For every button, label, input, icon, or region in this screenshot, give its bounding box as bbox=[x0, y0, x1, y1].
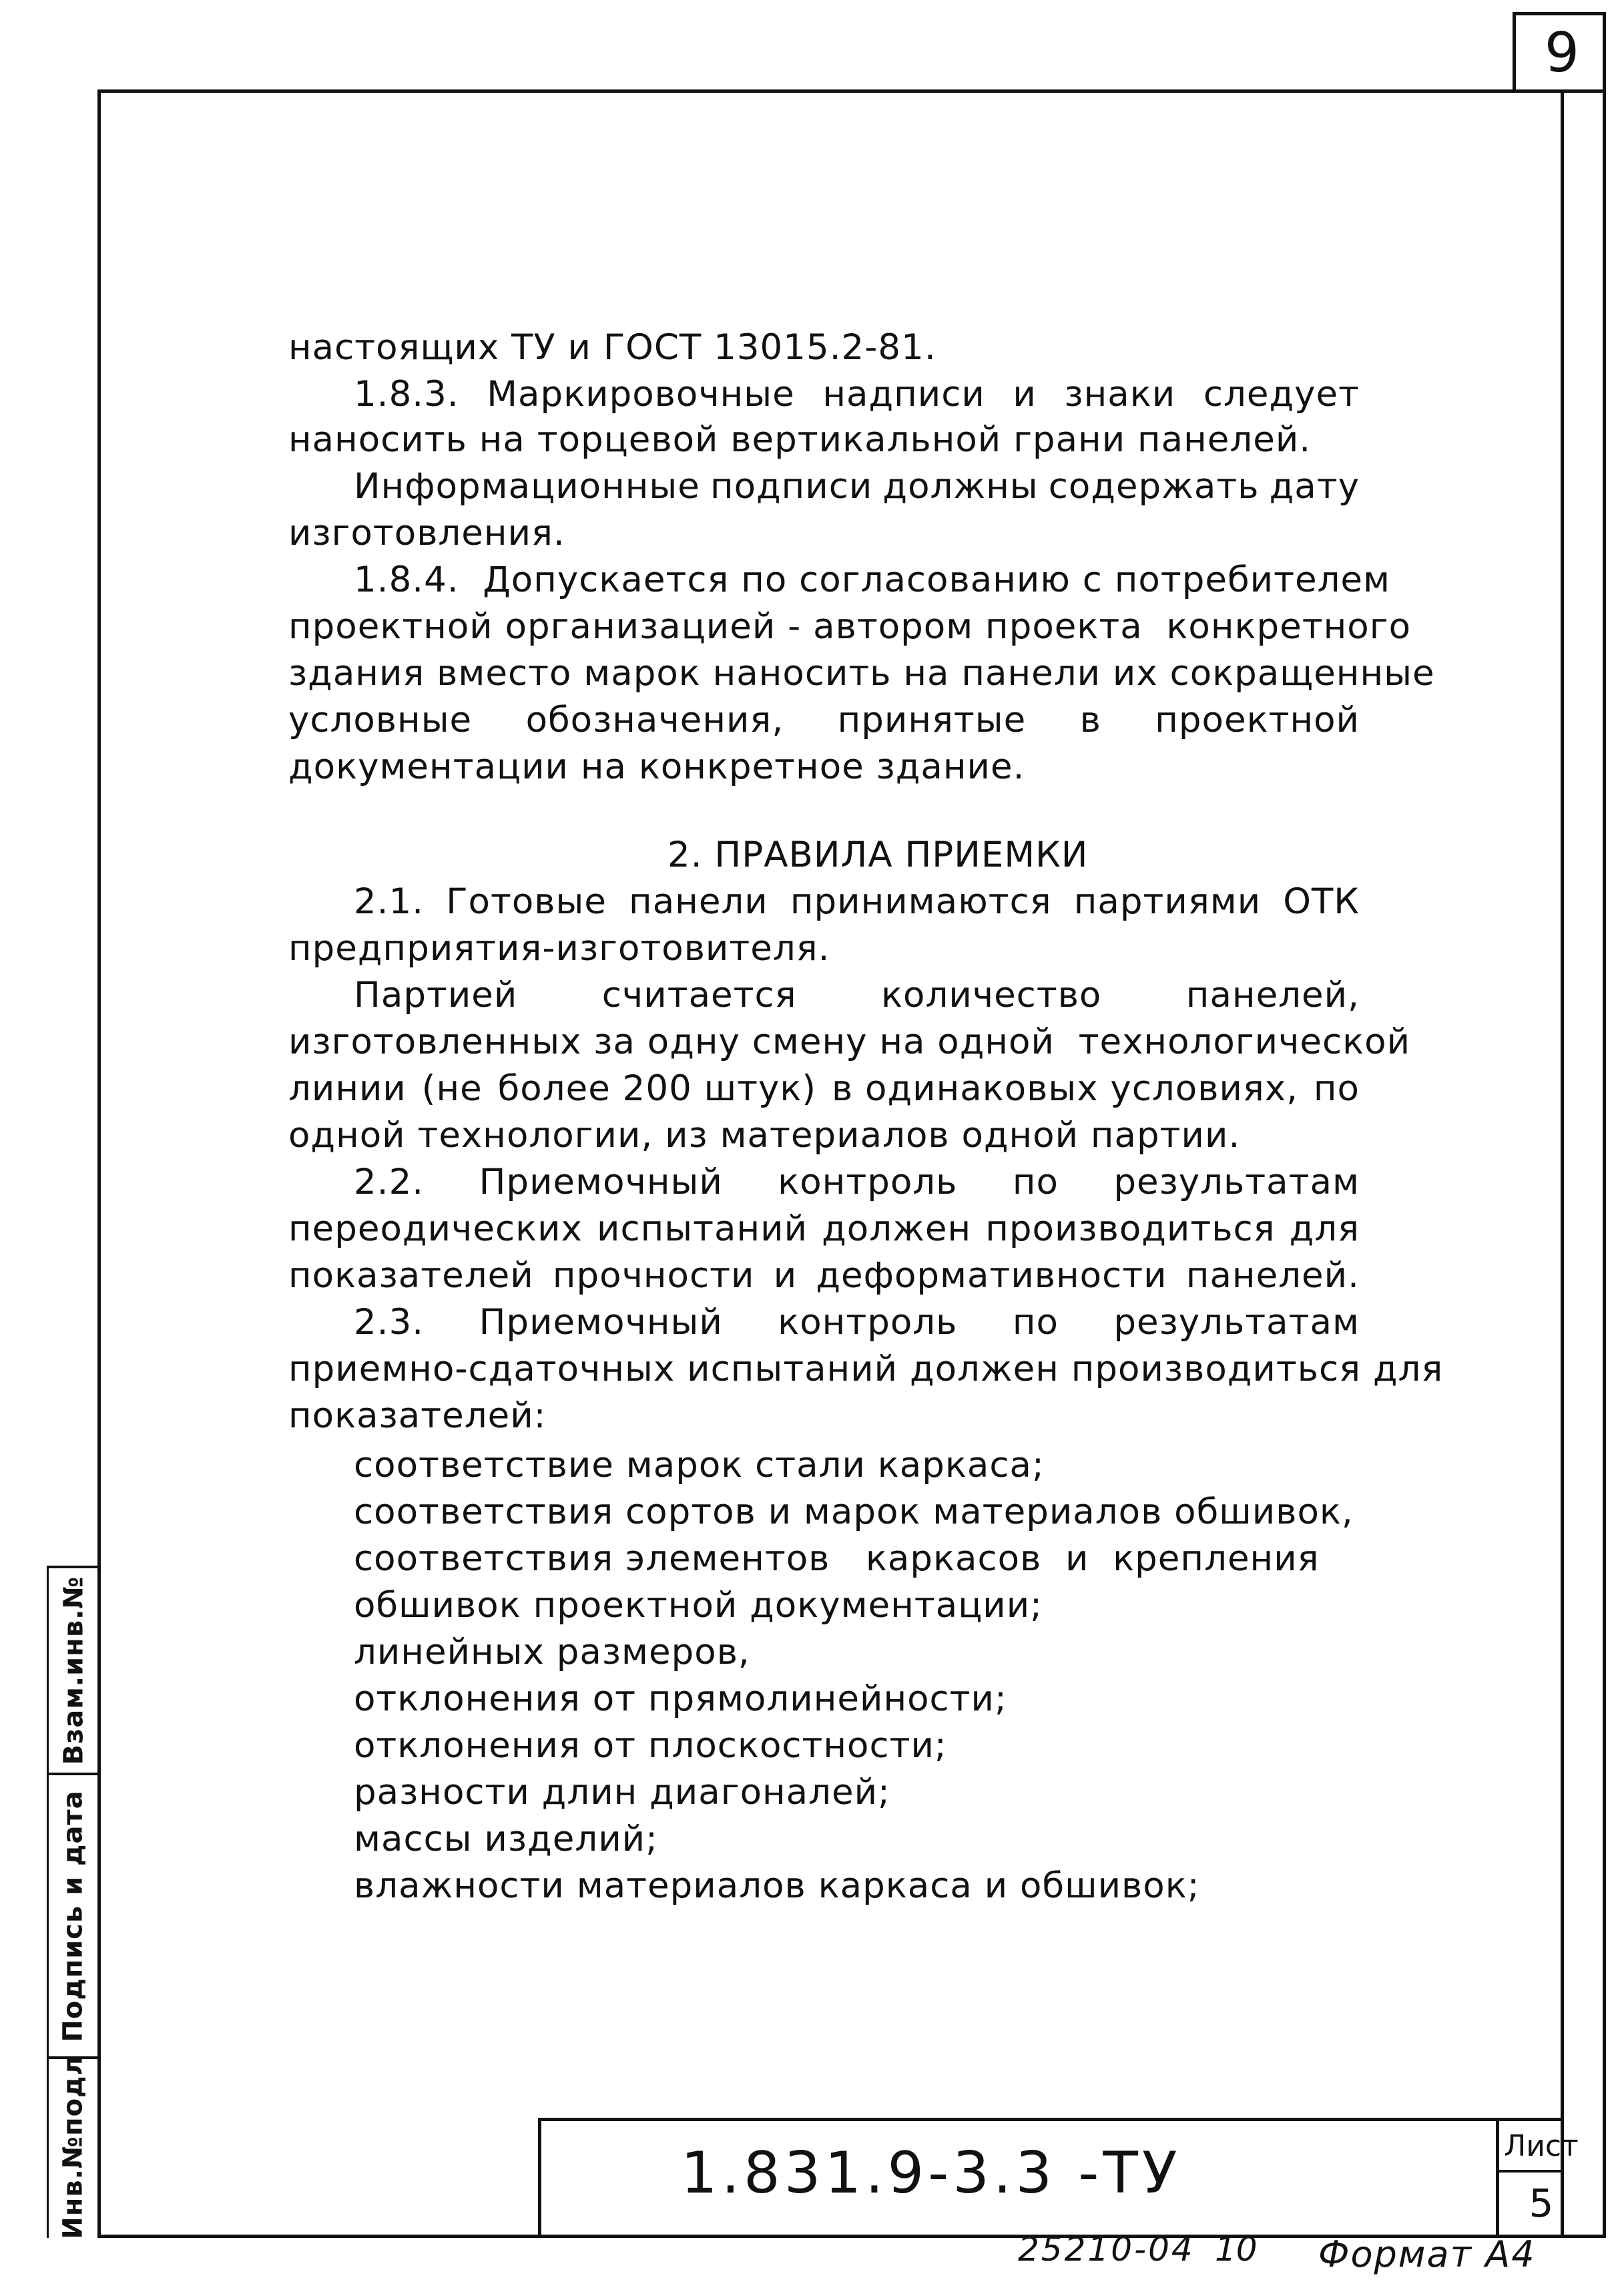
text-line bbox=[288, 1254, 1360, 1298]
word: результатам bbox=[1113, 1302, 1360, 1343]
word: результатам bbox=[1113, 1162, 1360, 1202]
document-code: 1.831.9-3.3 -ТУ bbox=[681, 2140, 1181, 2207]
word: считается bbox=[601, 975, 797, 1015]
word: условные bbox=[288, 700, 473, 740]
list-item: линейных размеров, bbox=[354, 1632, 750, 1672]
word: дату bbox=[1269, 466, 1360, 507]
text-line bbox=[288, 698, 1360, 742]
word: Готовые bbox=[446, 881, 607, 922]
text-line-2-3 bbox=[354, 1301, 1360, 1345]
text-line-continuation: настоящих ТУ и ГОСТ 13015.2-81. bbox=[288, 327, 936, 368]
section-title: 2. ПРАВИЛА ПРИЕМКИ bbox=[667, 835, 1089, 875]
word: более 200 штук) bbox=[497, 1068, 817, 1109]
text-line: предприятия-изготовителя. bbox=[288, 928, 830, 969]
word: партиями bbox=[1073, 881, 1262, 922]
word: для bbox=[1289, 1208, 1360, 1249]
text-line: наносить на торцевой вертикальной грани панелей. bbox=[288, 419, 1312, 460]
word: проектной bbox=[1155, 700, 1360, 740]
word: знаки bbox=[1064, 374, 1176, 415]
text-line: приемно-сдаточных испытаний должен производиться для bbox=[288, 1349, 1444, 1389]
word: по bbox=[1313, 1068, 1360, 1109]
word: испытаний bbox=[597, 1208, 808, 1249]
word: содержать bbox=[1048, 466, 1260, 507]
word: (не bbox=[421, 1068, 483, 1109]
text-line: одной технологии, из материалов одной партии. bbox=[288, 1115, 1241, 1156]
text-line bbox=[288, 1207, 1360, 1251]
footer-archive-code: 25210-04 bbox=[1018, 2230, 1195, 2269]
word: и bbox=[773, 1255, 798, 1296]
word: должен bbox=[822, 1208, 972, 1249]
footer-format: Формат А4 bbox=[1318, 2233, 1536, 2275]
list-item: отклонения от плоскостности; bbox=[354, 1725, 947, 1766]
word: должны bbox=[882, 466, 1039, 507]
word: деформативности bbox=[816, 1255, 1167, 1296]
word: показателей bbox=[288, 1255, 534, 1296]
text-line-info bbox=[354, 465, 1360, 509]
text-line bbox=[288, 1067, 1360, 1111]
list-item: массы изделий; bbox=[354, 1819, 658, 1859]
word: Приемочный bbox=[479, 1302, 723, 1343]
word: переодических bbox=[288, 1208, 583, 1249]
text-line-2-2 bbox=[354, 1160, 1360, 1204]
stamp-signature-date-label: Подпись и дата bbox=[58, 1789, 89, 2042]
word: панелей, bbox=[1185, 975, 1360, 1015]
list-item: соответствия элементов каркасов и крепления bbox=[354, 1538, 1320, 1579]
text-line: изготовленных за одну смену на одной технологической bbox=[288, 1021, 1411, 1062]
word: принимаются bbox=[790, 881, 1052, 922]
text-line: проектной организацией - автором проекта конкретного bbox=[288, 606, 1411, 647]
list-item: соответствия сортов и марок материалов обшивок, bbox=[354, 1492, 1354, 1532]
text-line-2-1 bbox=[354, 880, 1360, 924]
word: панели bbox=[629, 881, 768, 922]
frame-right-line bbox=[1561, 89, 1564, 2238]
sheet-number: 5 bbox=[1529, 2181, 1554, 2226]
text-line: здания вместо марок наносить на панели их сокращенные bbox=[288, 653, 1435, 694]
list-item: отклонения от прямолинейности; bbox=[354, 1678, 1007, 1719]
page-number: 9 bbox=[1544, 21, 1580, 85]
word: принятые bbox=[837, 700, 1027, 740]
list-item: разности длин диагоналей; bbox=[354, 1772, 890, 1813]
word: по bbox=[1012, 1302, 1059, 1343]
word: Информационные bbox=[354, 466, 700, 507]
word: количество bbox=[881, 975, 1102, 1015]
word: 2.2. bbox=[354, 1162, 425, 1202]
word: контроль bbox=[778, 1162, 958, 1202]
frame-outer-right-line bbox=[1603, 89, 1606, 2238]
word: по bbox=[1012, 1162, 1059, 1202]
word: Приемочный bbox=[479, 1162, 723, 1202]
word: прочности bbox=[552, 1255, 755, 1296]
footer-copy-number: 10 bbox=[1215, 2230, 1258, 2269]
title-block-top-line bbox=[538, 2118, 1561, 2121]
word: и bbox=[1013, 374, 1037, 415]
word: ОТК bbox=[1283, 881, 1360, 922]
stamp-original-inventory-label: Инв.№подл bbox=[58, 2054, 89, 2239]
text-line: изготовления. bbox=[288, 513, 565, 553]
word: в bbox=[1079, 700, 1101, 740]
word: панелей. bbox=[1185, 1255, 1360, 1296]
list-item: обшивок проектной документации; bbox=[354, 1585, 1043, 1626]
title-block-sheet-mid-line bbox=[1496, 2170, 1561, 2173]
word: подписи bbox=[710, 466, 873, 507]
text-line: документации на конкретное здание. bbox=[288, 746, 1025, 787]
word: в одинаковых условиях, bbox=[831, 1068, 1299, 1109]
list-item: соответствие марок стали каркаса; bbox=[354, 1445, 1045, 1486]
word: обозначения, bbox=[525, 700, 784, 740]
word: следует bbox=[1203, 374, 1360, 415]
text-line: показателей: bbox=[288, 1395, 547, 1436]
text-line-1-8-4: 1.8.4. Допускается по согласованию с потребителем bbox=[354, 559, 1391, 600]
frame-top-line bbox=[97, 89, 1606, 93]
word: надписи bbox=[822, 374, 985, 415]
list-item: влажности материалов каркаса и обшивок; bbox=[354, 1865, 1200, 1906]
word: Партией bbox=[354, 975, 518, 1015]
title-block-left-line bbox=[538, 2118, 541, 2238]
word: производиться bbox=[985, 1208, 1276, 1249]
word: Маркировочные bbox=[487, 374, 795, 415]
word: 2.3. bbox=[354, 1302, 425, 1343]
text-line-1-8-3 bbox=[354, 373, 1360, 417]
word: линии bbox=[288, 1068, 407, 1109]
word: контроль bbox=[778, 1302, 958, 1343]
text-line-party bbox=[354, 973, 1360, 1017]
sheet-label: Лист bbox=[1504, 2129, 1579, 2163]
stamp-replace-inventory-label: Взам.инв.№ bbox=[58, 1576, 89, 1765]
word: 2.1. bbox=[354, 881, 425, 922]
word: 1.8.3. bbox=[354, 374, 459, 415]
